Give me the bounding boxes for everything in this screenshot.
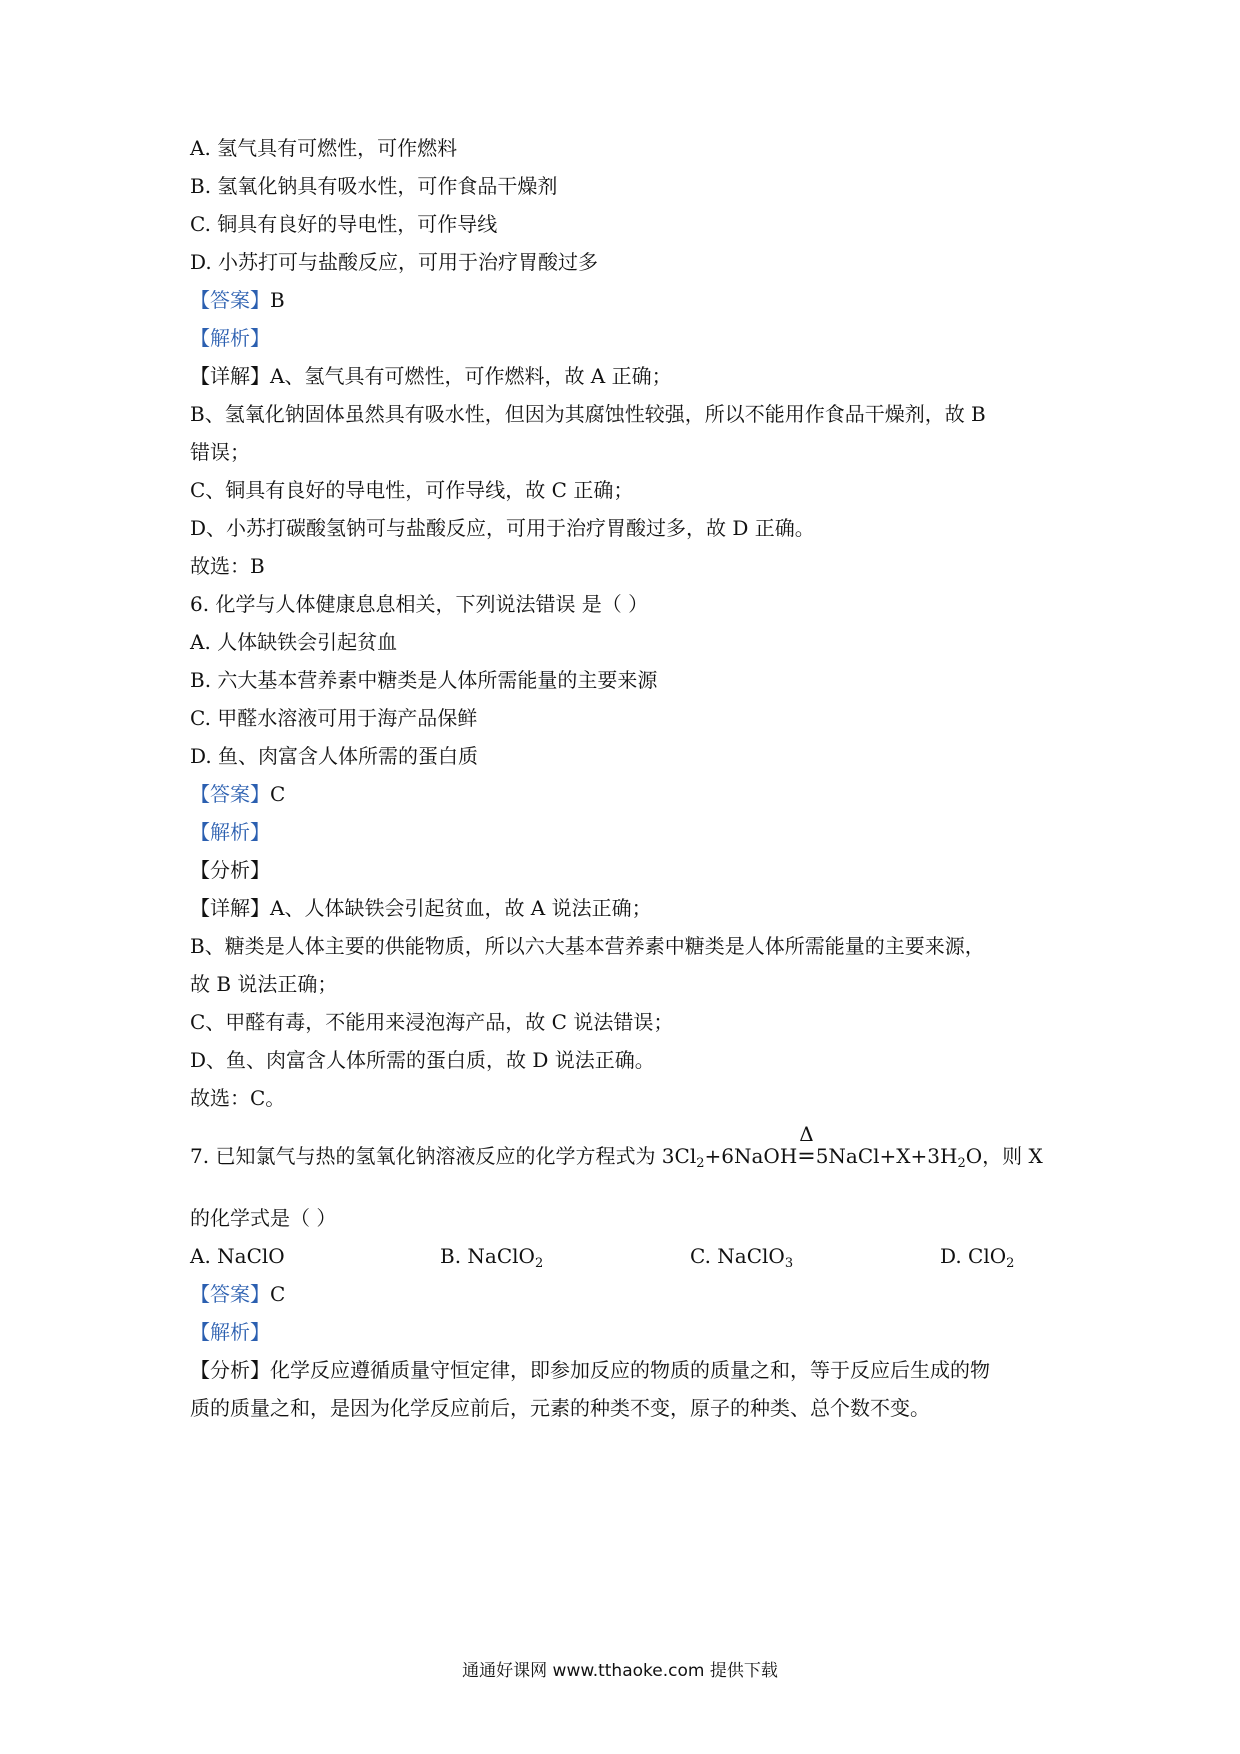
answer-label: 【答案】 [190,782,270,806]
detail-text: A、人体缺铁会引起贫血，故 A 说法正确； [270,896,652,920]
subscript: 2 [534,1256,544,1271]
detail-label: 【详解】 [190,896,270,920]
q6-detail-line-4: C、甲醛有毒，不能用来浸泡海产品，故 C 说法错误； [190,1010,674,1034]
q5-detail-line-2: B、氢氧化钠固体虽然具有吸水性，但因为其腐蚀性较强，所以不能用作食品干燥剂，故 B [190,402,986,426]
q7-option-c [690,1242,793,1278]
q6-option-b: B. 六大基本营养素中糖类是人体所需能量的主要来源 [190,668,658,692]
answer-value: C [270,782,286,806]
q6-fenxi-label: 【分析】 [190,858,270,882]
q7-fenxi-line-2: 质的质量之和，是因为化学反应前后，元素的种类不变，原子的种类、总个数不变。 [190,1396,930,1420]
q6-option-c: C. 甲醛水溶液可用于海产品保鲜 [190,706,478,730]
q7-option-b [440,1242,543,1278]
q6-detail-line-5: D、鱼、肉富含人体所需的蛋白质，故 D 说法正确。 [190,1048,655,1072]
q5-option-b: B. 氢氧化钠具有吸水性，可作食品干燥剂 [190,174,558,198]
heating-equals-sign [797,1122,816,1171]
subscript: 3 [784,1256,794,1271]
subscript: 2 [1006,1256,1015,1271]
q7-stem-text: 5NaCl+X+3H [815,1144,958,1168]
option-text: C. NaClO [690,1244,785,1268]
q6-analysis-label: 【解析】 [190,820,270,844]
answer-value: B [270,288,285,312]
q7-stem-text: +6NaOH [704,1144,798,1168]
q6-option-d: D. 鱼、肉富含人体所需的蛋白质 [190,744,479,768]
q7-option-d [940,1242,1014,1278]
q6-stem: 6. 化学与人体健康息息相关，下列说法错误 是（ ） [190,592,649,616]
q5-detail-line-5: D、小苏打碳酸氢钠可与盐酸反应，可用于治疗胃酸过多，故 D 正确。 [190,516,815,540]
q5-detail-line-1 [190,362,672,390]
q7-stem-line-2: 的化学式是（ ） [190,1206,337,1230]
q5-detail-line-3: 错误； [190,440,250,464]
page-footer: 通通好课网 www.tthaoke.com 提供下载 [462,1661,778,1681]
q5-analysis-label: 【解析】 [190,326,270,350]
q6-answer [190,780,285,808]
subscript: 2 [957,1156,966,1171]
q5-choose: 故选：B [190,554,265,578]
q7-fenxi-line-1 [190,1356,990,1384]
q7-stem-text: 7. 已知氯气与热的氢氧化钠溶液反应的化学方程式为 3Cl [190,1144,697,1168]
q7-stem-line-1 [190,1122,1043,1178]
q6-detail-line-1 [190,894,652,922]
q5-option-c: C. 铜具有良好的导电性，可作导线 [190,212,498,236]
q5-answer [190,286,285,314]
q6-detail-line-3: 故 B 说法正确； [190,972,338,996]
q7-analysis-label: 【解析】 [190,1320,270,1344]
q6-detail-line-2: B、糖类是人体主要的供能物质，所以六大基本营养素中糖类是人体所需能量的主要来源， [190,934,985,958]
option-text: D. ClO [940,1244,1007,1268]
delta-symbol: Δ [799,1122,814,1146]
answer-label: 【答案】 [190,288,270,312]
equals-symbol: = [797,1144,816,1169]
option-text: B. NaClO [440,1244,535,1268]
q7-answer [190,1280,285,1308]
q6-choose: 故选：C。 [190,1086,286,1110]
subscript: 2 [696,1156,705,1171]
q6-option-a: A. 人体缺铁会引起贫血 [190,630,398,654]
q7-option-a: A. NaClO [190,1244,285,1268]
q5-option-a: A. 氢气具有可燃性，可作燃料 [190,136,458,160]
answer-value: C [270,1282,286,1306]
q7-stem-text: O，则 X [965,1144,1043,1168]
detail-text: A、氢气具有可燃性，可作燃料，故 A 正确； [270,364,672,388]
detail-label: 【详解】 [190,364,270,388]
fenxi-text: 化学反应遵循质量守恒定律，即参加反应的物质的质量之和，等于反应后生成的物 [270,1358,990,1382]
q5-detail-line-4: C、铜具有良好的导电性，可作导线，故 C 正确； [190,478,634,502]
answer-label: 【答案】 [190,1282,270,1306]
fenxi-label: 【分析】 [190,1358,270,1382]
q5-option-d: D. 小苏打可与盐酸反应，可用于治疗胃酸过多 [190,250,599,274]
